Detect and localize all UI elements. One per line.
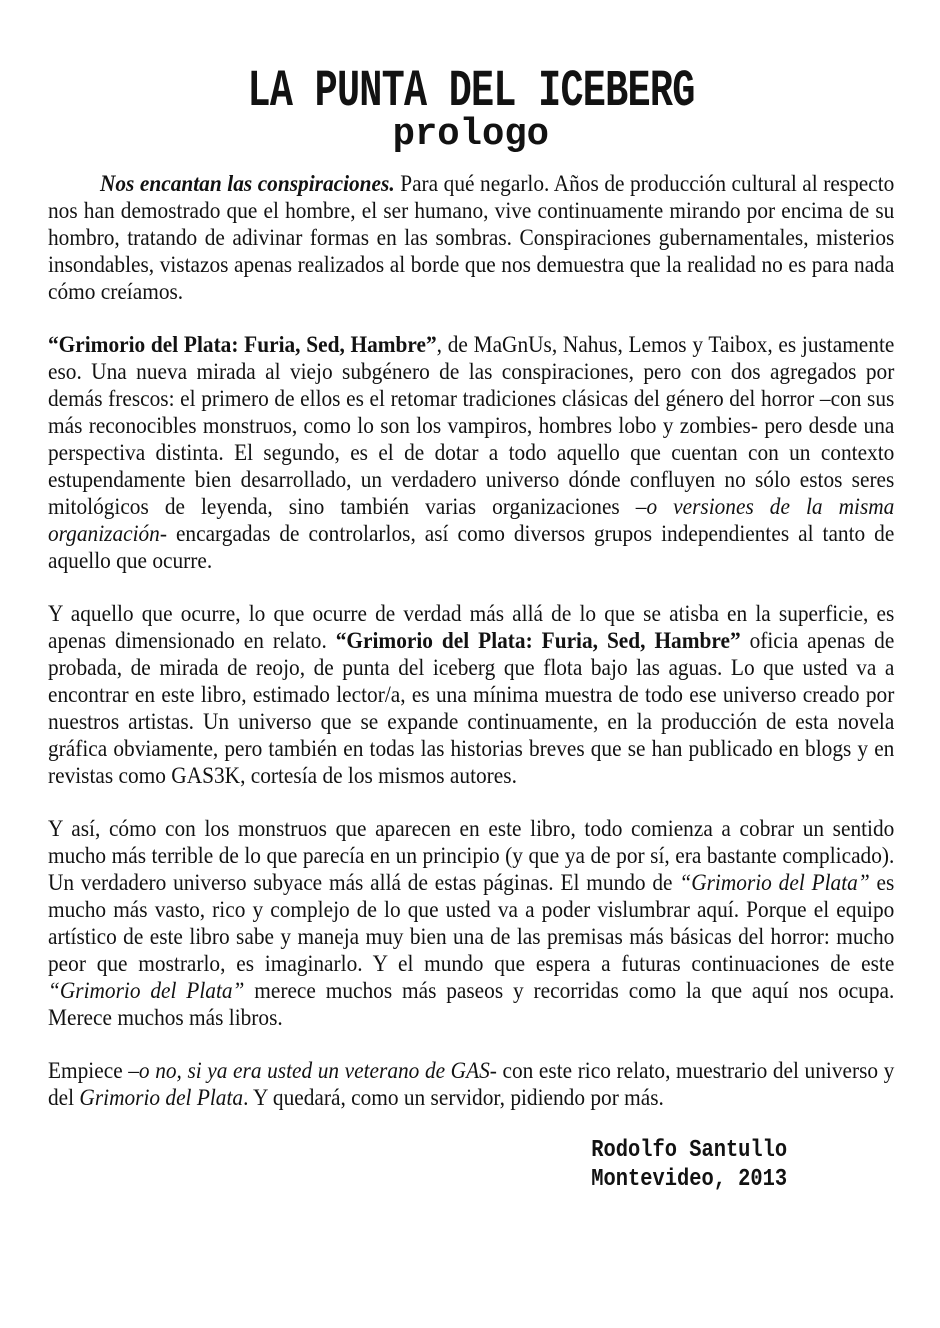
paragraph	[48, 170, 894, 305]
text-run: Y así, cómo con los monstruos que aparecen en este libro, todo comienza a cobrar un sentido mucho más terrible de lo que parecía en un principio (y que ya de por sí, era bastante complicado). Un verdadero universo subyace más allá de estas páginas. El mundo de	[48, 816, 895, 895]
paragraph	[48, 815, 894, 1031]
text-run: Nos encantan las conspiraciones.	[99, 171, 395, 196]
paragraph	[48, 600, 894, 789]
signature-place-date-line	[539, 1166, 839, 1195]
text-run: “Grimorio del Plata”	[48, 978, 245, 1003]
signature-inner	[539, 1137, 839, 1195]
text-run: Para qué negarlo. Años de producción cultural al respecto nos han demostrado que el hombre, el ser humano, vive continuamente mirando por encima de su hombro, tratando de adivinar formas en las sombras. Conspiraciones gubernamentales, misterios insondables, vistazos apenas realizados al borde que nos demuestra que la realidad no es para nada cómo creíamos.	[48, 171, 895, 304]
text-run: . Y quedará, como un servidor, pidiendo por más.	[243, 1085, 664, 1110]
text-run: –o versiones de la misma organización-	[48, 494, 895, 546]
text-run: Grimorio del Plata	[79, 1085, 244, 1110]
page-subtitle-text: prologo	[392, 113, 550, 156]
text-run: oficia apenas de probada, de mirada de reojo, de punta del iceberg que flota bajo las aguas. Lo que usted va a encontrar en este libro, estimado lector/a, es una mínima muestra de todo ese universo creado por nuestros artistas. Un universo que se expande continuamente, en la producción de esta novela gráfica obviamente, pero también en todas las historias breves que se han publicado en blogs y en revistas como GAS3K, cortesía de los mismos autores.	[48, 628, 895, 788]
text-run: Y aquello que ocurre, lo que ocurre de verdad más allá de lo que se atisba en la superficie, es apenas dimensionado en relato.	[48, 601, 895, 653]
doc-header	[48, 62, 894, 156]
paragraph	[48, 1057, 894, 1111]
signature-block	[48, 1137, 894, 1195]
text-run: , de MaGnUs, Nahus, Lemos y Taibox, es justamente eso. Una nueva mirada al viejo subgénero de las conspiraciones, pero con dos agregados por demás frescos: el primero de ellos es el retomar tradiciones clásicas del género del horror –con sus más reconocibles monstruos, como lo son los vampiros, hombres lobo y zombies- pero desde una perspectiva distinta. El segundo, es el de dotar a todo aquello que cuentan con un contexto estupendamente bien desarrollado, un verdadero universo dónde confluyen no sólo estos seres mitológicos de leyenda, sino también varias organizaciones	[48, 332, 895, 519]
text-run: “Grimorio del Plata: Furia, Sed, Hambre”	[48, 332, 437, 357]
signature-place-date: Montevideo, 2013	[591, 1166, 787, 1193]
page-title	[48, 62, 894, 121]
text-run: Empiece	[48, 1058, 129, 1083]
text-run: merece muchos más paseos y recorridas como la que aquí nos ocupa. Merece muchos más libros.	[48, 978, 895, 1030]
page-subtitle	[48, 113, 894, 156]
signature-author-line	[539, 1137, 839, 1166]
text-run: –o no, si ya era usted un veterano de GAS-	[128, 1058, 497, 1083]
text-run: “Grimorio del Plata”	[679, 870, 870, 895]
paragraph	[48, 331, 894, 574]
text-run: “Grimorio del Plata: Furia, Sed, Hambre”	[335, 628, 741, 653]
text-run: encargadas de controlarlos, así como diversos grupos independientes al tanto de aquello que ocurre.	[48, 521, 895, 573]
prologue-text	[48, 170, 894, 1111]
page-title-text: LA PUNTA DEL ICEBERG	[247, 62, 695, 121]
text-run: con este rico relato, muestrario del universo y del	[48, 1058, 895, 1110]
signature-author: Rodolfo Santullo	[591, 1137, 787, 1164]
text-run: es mucho más vasto, rico y complejo de lo que usted va a poder vislumbrar aquí. Porque el equipo artístico de este libro sabe y maneja muy bien una de las premisas más básicas del horror: mucho peor que mostrarlo, es imaginarlo. Y el mundo que espera a futuras continuaciones de este	[48, 870, 895, 976]
